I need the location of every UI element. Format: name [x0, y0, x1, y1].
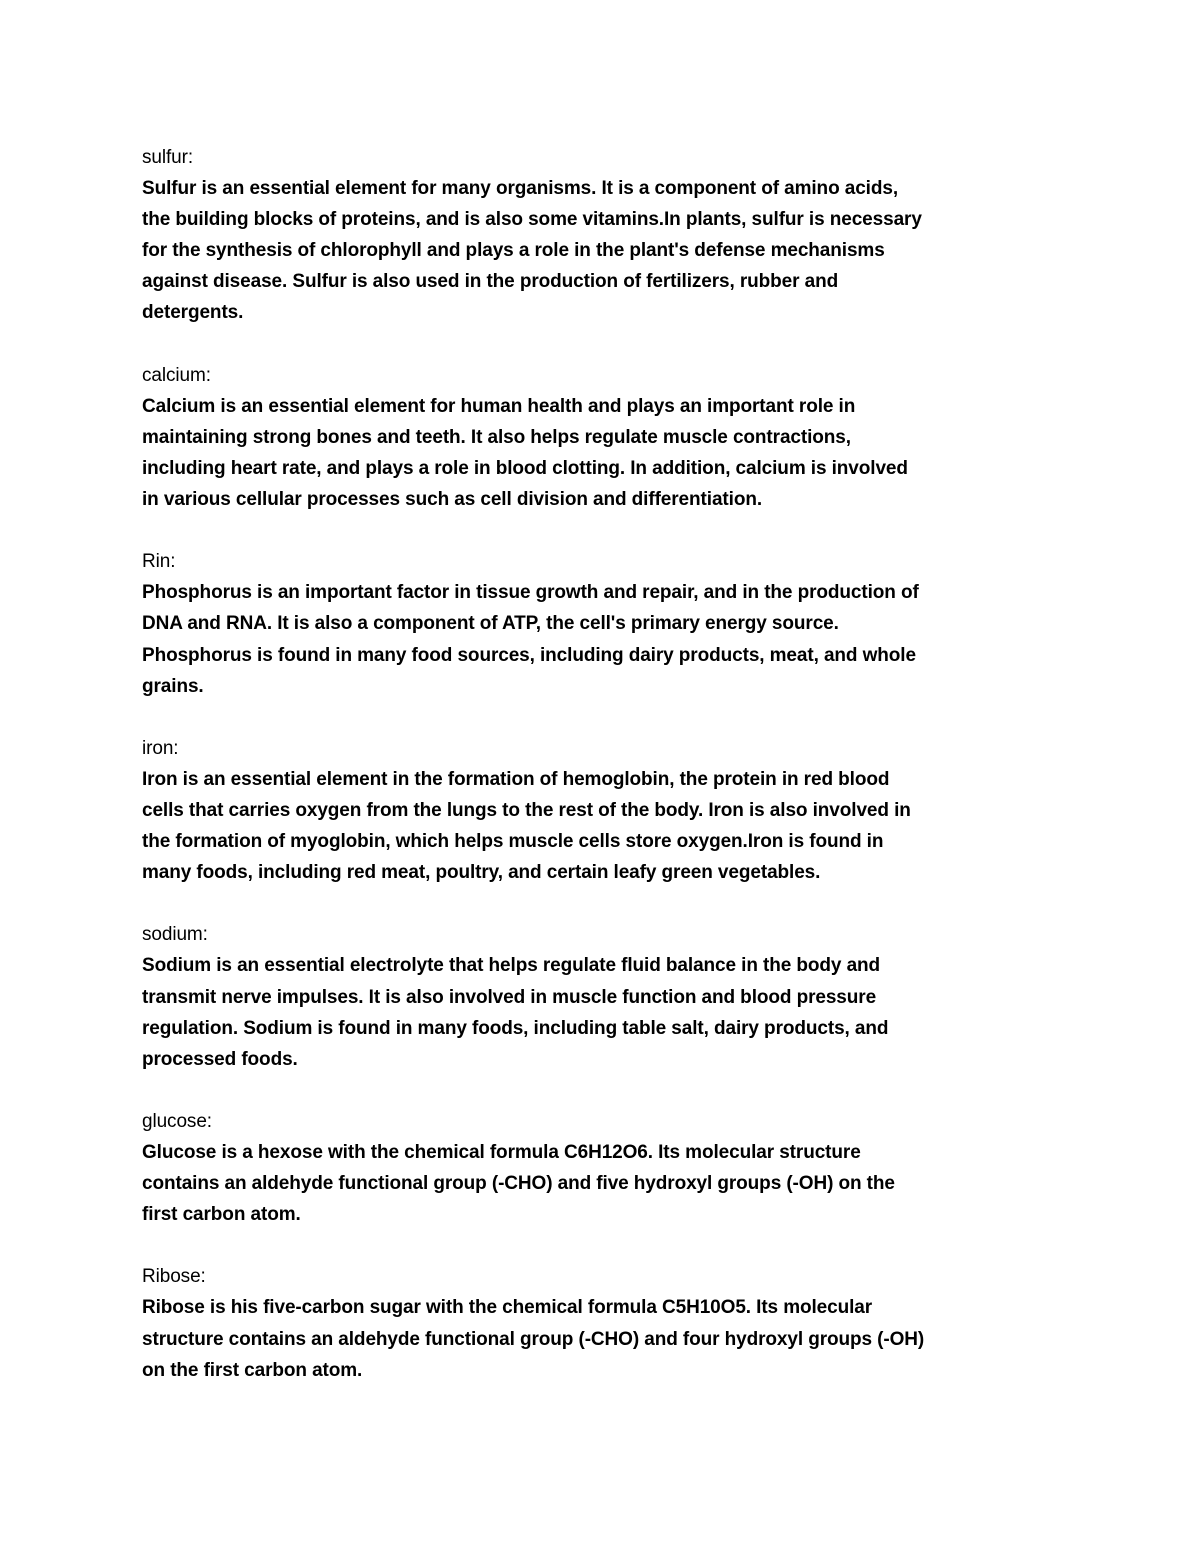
body-line: against disease. Sulfur is also used in the production of fertilizers, rubber and	[142, 271, 839, 293]
section-sodium	[142, 919, 1082, 1074]
section-body	[142, 950, 1082, 1074]
body-line: the building blocks of proteins, and is also some vitamins.In plants, sulfur is necessary	[142, 209, 922, 231]
body-line: grains.	[142, 675, 204, 697]
body-line: structure contains an aldehyde functional group (-CHO) and four hydroxyl groups (-OH)	[142, 1328, 925, 1350]
body-line: processed foods.	[142, 1048, 298, 1070]
body-line: Sulfur is an essential element for many organisms. It is a component of amino acids,	[142, 178, 899, 200]
section-body	[142, 577, 1082, 701]
section-body	[142, 1292, 1082, 1385]
section-sulfur	[142, 142, 1082, 329]
section-calcium	[142, 360, 1082, 515]
body-line: including heart rate, and plays a role in blood clotting. In addition, calcium is involved	[142, 457, 908, 479]
body-line: Iron is an essential element in the formation of hemoglobin, the protein in red blood	[142, 768, 890, 790]
body-line: first carbon atom.	[142, 1204, 301, 1226]
body-line: Glucose is a hexose with the chemical formula C6H12O6. Its molecular structure	[142, 1142, 861, 1163]
body-line: on the first carbon atom.	[142, 1359, 363, 1381]
section-body	[142, 764, 1082, 888]
body-line: cells that carries oxygen from the lungs to the rest of the body. Iron is also involved in	[142, 799, 911, 821]
section-title: glucose:	[142, 1110, 212, 1132]
body-line: for the synthesis of chlorophyll and plays a role in the plant's defense mechanisms	[142, 240, 885, 262]
body-line: contains an aldehyde functional group (-CHO) and five hydroxyl groups (-OH) on the	[142, 1173, 895, 1195]
section-title: calcium:	[142, 364, 211, 386]
body-line: Phosphorus is an important factor in tissue growth and repair, and in the production of	[142, 582, 919, 604]
body-line: Ribose is his five-carbon sugar with the chemical formula C5H10O5. Its molecular	[142, 1297, 873, 1319]
section-title: Ribose:	[142, 1266, 206, 1288]
section-glucose	[142, 1106, 1082, 1230]
body-line: detergents.	[142, 302, 244, 324]
body-line: many foods, including red meat, poultry, and certain leafy green vegetables.	[142, 862, 821, 884]
section-title: sodium:	[142, 924, 208, 946]
section-body	[142, 391, 1082, 515]
body-line: Calcium is an essential element for human health and plays an important role in	[142, 395, 856, 417]
document-content	[142, 142, 1082, 1417]
body-line: maintaining strong bones and teeth. It also helps regulate muscle contractions,	[142, 426, 851, 448]
section-body	[142, 173, 1082, 328]
body-line: the formation of myoglobin, which helps muscle cells store oxygen.Iron is found in	[142, 831, 884, 853]
body-line: Sodium is an essential electrolyte that helps regulate fluid balance in the body and	[142, 955, 881, 977]
section-phosphorus	[142, 546, 1082, 701]
body-line: Phosphorus is found in many food sources, including dairy products, meat, and whole	[142, 644, 916, 666]
section-title: iron:	[142, 737, 179, 759]
body-line: transmit nerve impulses. It is also involved in muscle function and blood pressure	[142, 986, 877, 1008]
section-ribose	[142, 1261, 1082, 1385]
body-line: in various cellular processes such as cell division and differentiation.	[142, 489, 763, 511]
body-line: regulation. Sodium is found in many foods, including table salt, dairy products, and	[142, 1017, 889, 1039]
section-title: Rin:	[142, 551, 176, 573]
section-body	[142, 1137, 1082, 1230]
body-line: DNA and RNA. It is also a component of ATP, the cell's primary energy source.	[142, 613, 839, 635]
section-iron	[142, 733, 1082, 888]
section-title: sulfur:	[142, 147, 194, 168]
